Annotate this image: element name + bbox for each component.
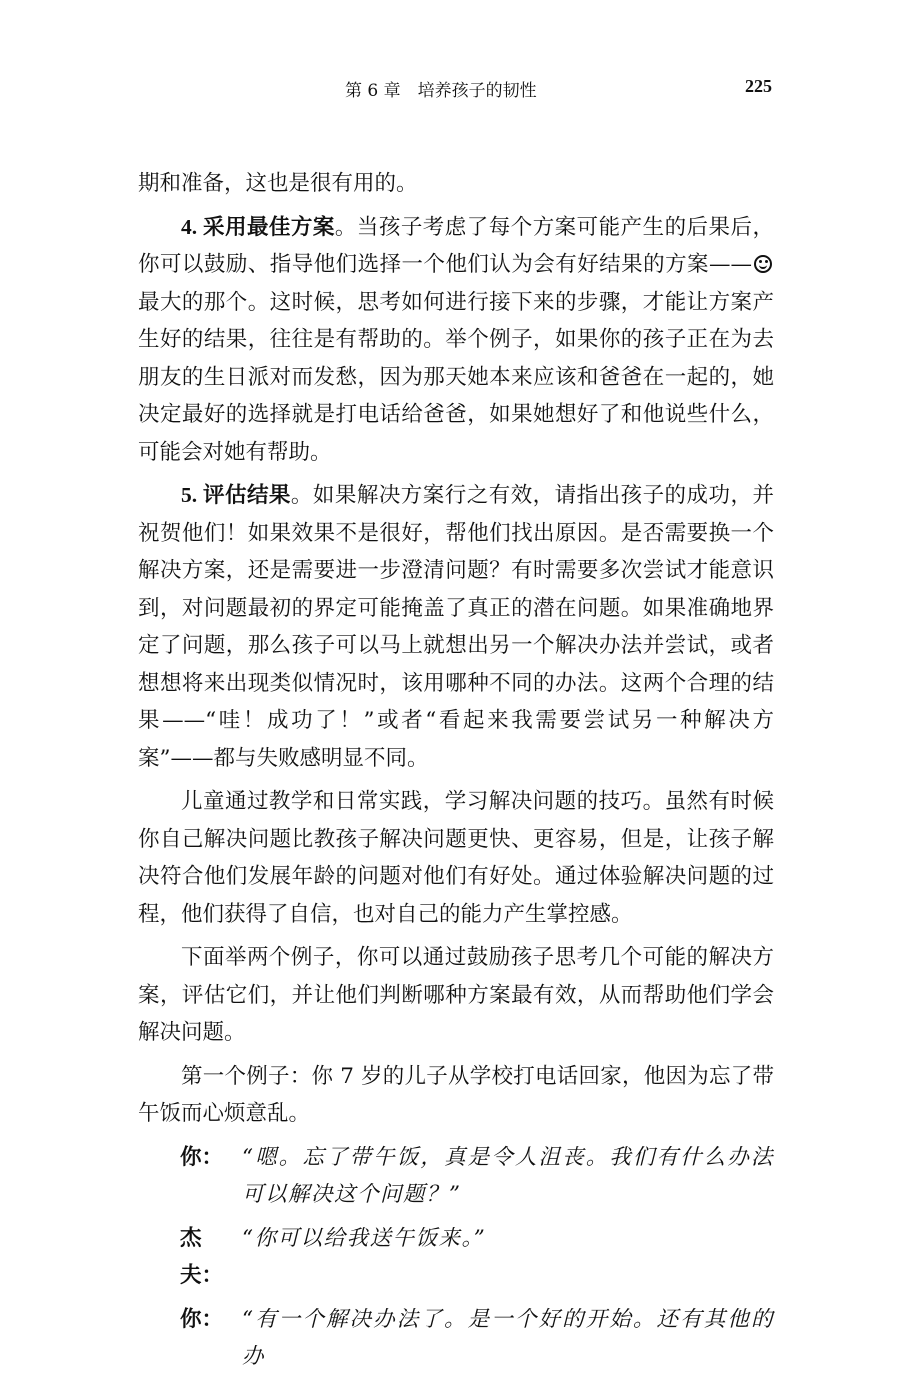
paragraph-text: 。如果解决方案行之有效，请指出孩子的成功，并祝贺他们！如果效果不是很好，帮他们找出原因。是否需要换一个解决方案，还是需要进一步澄清问题？有时需要多次尝试才能意识到，对问题最初的界定可能掩盖了真正的潜在问题。如果准确地界定了问题，那么孩子可以马上就想出另一个解决办法并尝试，或者想想将来出现类似情况时，该用哪种不同的办法。这两个合理的结果——“哇！成功了！”或者“看起来我需要尝试另一种解决方案”——都与失败感明显不同。 bbox=[138, 483, 774, 771]
speaker-label: 你： bbox=[180, 1144, 224, 1170]
step-number: 5. bbox=[181, 483, 203, 507]
speaker-label: 你： bbox=[180, 1306, 224, 1332]
paragraph-step-5 bbox=[138, 477, 774, 777]
speech-text: “嗯。忘了带午饭，真是令人沮丧。我们有什么办法可以解决这个问题？” bbox=[242, 1144, 774, 1207]
paragraph: 第一个例子：你 7 岁的儿子从学校打电话回家，他因为忘了带午饭而心烦意乱。 bbox=[138, 1063, 774, 1126]
page-number: 225 bbox=[745, 76, 772, 96]
smiley-face-icon bbox=[754, 255, 772, 273]
paragraph-step-4 bbox=[138, 209, 774, 472]
paragraph-text: 期和准备，这也是很有用的。 bbox=[138, 171, 418, 196]
dialogue bbox=[138, 1139, 774, 1376]
paragraph-text: 最大的那个。这时候，思考如何进行接下来的步骤，才能让方案产生好的结果，往往是有帮助的。举个例子，如果你的孩子正在为去朋友的生日派对而发愁，因为那天她本来应该和爸爸在一起的，她决定最好的选择就是打电话给爸爸，如果她想好了和他说些什么，可能会对她有帮助。 bbox=[138, 289, 774, 465]
step-number: 4. bbox=[181, 214, 203, 239]
dialogue-turn bbox=[138, 1220, 774, 1295]
paragraph: 儿童通过教学和日常实践，学习解决问题的技巧。虽然有时候你自己解决问题比教孩子解决问题更快、更容易，但是，让孩子解决符合他们发展年龄的问题对他们有好处。通过体验解决问题的过程，他们获得了自信，也对自己的能力产生掌控感。 bbox=[138, 789, 774, 927]
speech-text: “有一个解决办法了。是一个好的开始。还有其他的办 bbox=[242, 1306, 774, 1369]
dialogue-turn bbox=[138, 1139, 774, 1214]
paragraph: 下面举两个例子，你可以通过鼓励孩子思考几个可能的解决方案，评估它们，并让他们判断哪种方案最有效，从而帮助他们学会解决问题。 bbox=[138, 945, 774, 1045]
speech-text: “你可以给我送午饭来。” bbox=[242, 1225, 487, 1251]
paragraph-continuation bbox=[138, 165, 774, 203]
running-head bbox=[0, 76, 900, 100]
speaker-label: 杰夫： bbox=[180, 1225, 224, 1288]
chapter-title: 第 6 章 培养孩子的韧性 bbox=[345, 81, 537, 101]
step-heading: 评估结果 bbox=[202, 483, 291, 508]
paragraph-text: 。当孩子考虑了每个方案可能产生的后果后，你可以鼓励、指导他们选择一个他们认为会有好结果的方案—— bbox=[138, 214, 774, 277]
page-body bbox=[138, 165, 774, 1382]
dialogue-turn bbox=[138, 1301, 774, 1376]
step-heading: 采用最佳方案 bbox=[202, 214, 335, 240]
